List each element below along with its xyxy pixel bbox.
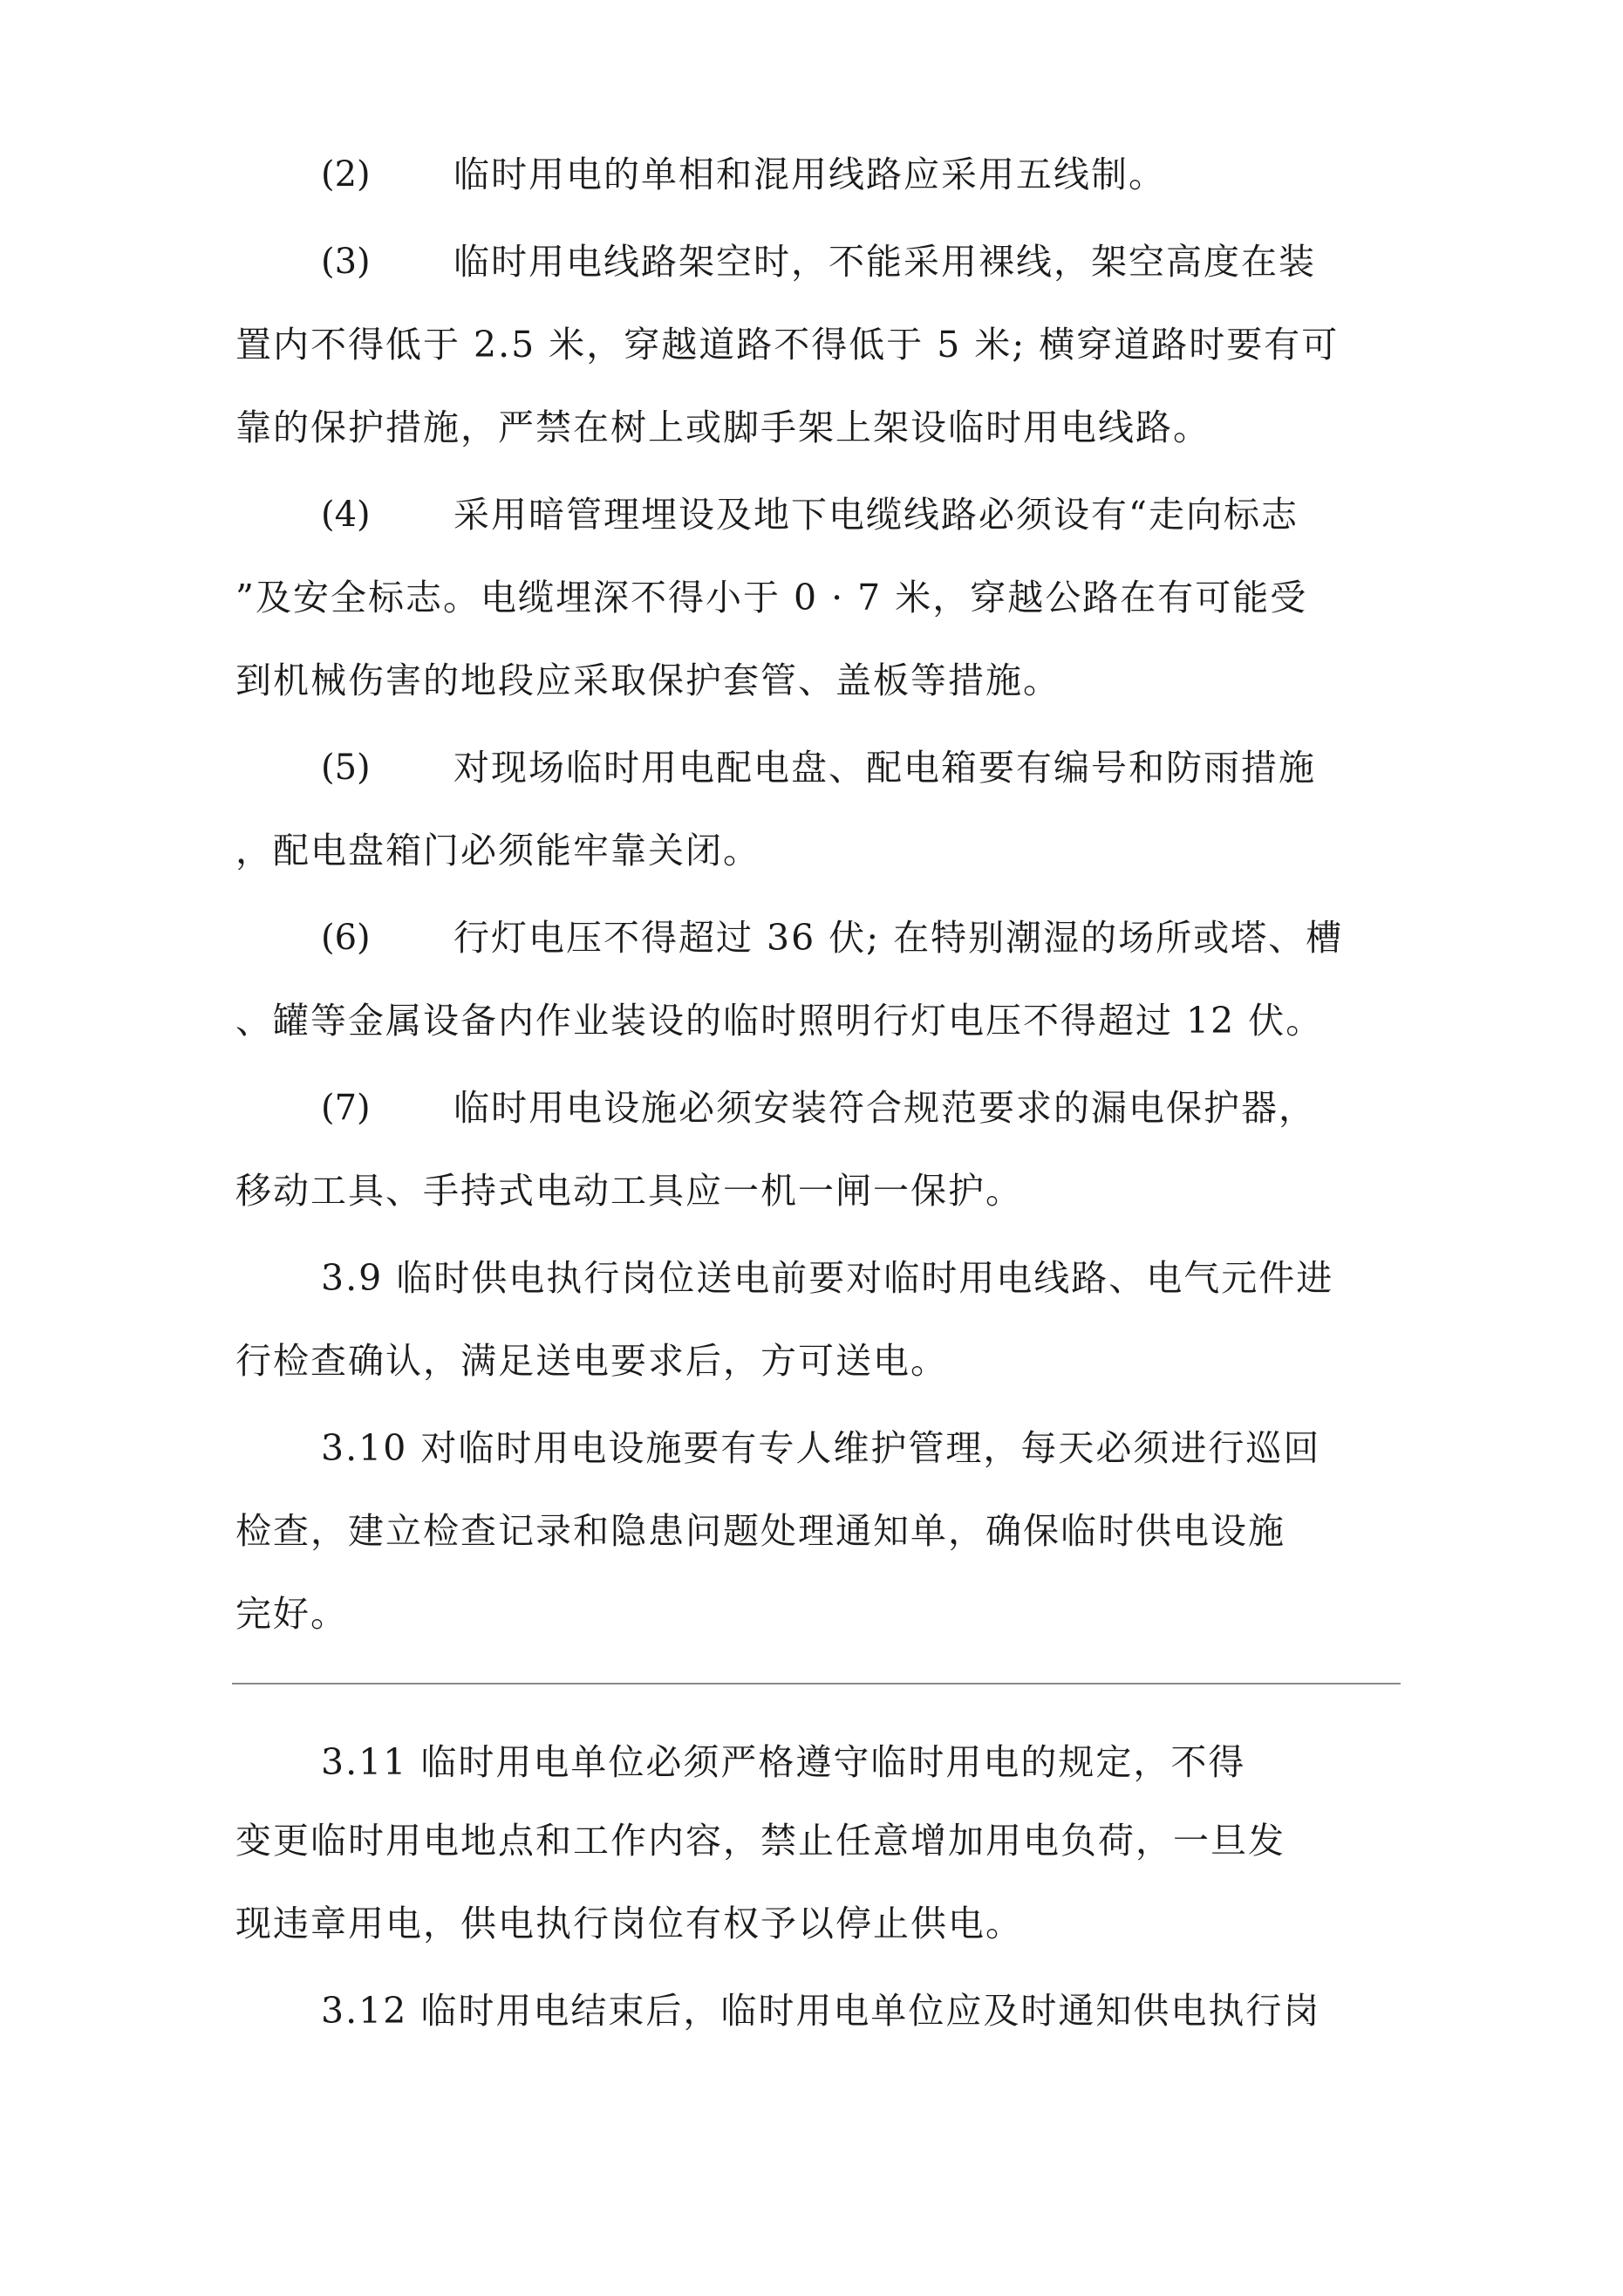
- item-number: (6): [321, 918, 371, 958]
- item-text-line: 、罐等金属设备内作业装设的临时照明行灯电压不得超过 12 伏。: [235, 1000, 1324, 1042]
- section-text-line: 3.9 临时供电执行岗位送电前要对临时用电线路、电气元件进: [321, 1257, 1334, 1299]
- item-text-line: 对现场临时用电配电盘、配电箱要有编号和防雨措施: [453, 747, 1316, 789]
- item-text-line: 到机械伤害的地段应采取保护套管、盖板等措施。: [235, 659, 1060, 701]
- item-number: (2): [321, 154, 371, 195]
- section-text-line: 3.11 临时用电单位必须严格遵守临时用电的规定，不得: [321, 1741, 1246, 1783]
- item-text-line: 采用暗管理埋设及地下电缆线路必须设有“走向标志: [453, 494, 1299, 536]
- item-number: (4): [321, 495, 371, 535]
- item-text-line: 临时用电设施必须安装符合规范要求的漏电保护器，: [453, 1087, 1316, 1129]
- item-text-line: 临时用电的单相和混用线路应采用五线制。: [453, 154, 1166, 195]
- item-number: (7): [321, 1088, 371, 1128]
- item-text-line: ”及安全标志。电缆埋深不得小于 0 · 7 米，穿越公路在有可能受: [235, 577, 1308, 618]
- item-text-line: 靠的保护措施，严禁在树上或脚手架上架设临时用电线路。: [235, 407, 1210, 448]
- item-text-line: 置内不得低于 2.5 米，穿越道路不得低于 5 米; 横穿道路时要有可: [235, 324, 1340, 366]
- section-text-line: 检查，建立检查记录和隐患问题处理通知单，确保临时供电设施: [235, 1510, 1285, 1552]
- item-text-line: ，配电盘箱门必须能牢靠关闭。: [235, 830, 760, 871]
- item-number: (3): [321, 242, 371, 282]
- item-text-line: 行灯电压不得超过 36 伏; 在特别潮湿的场所或塔、槽: [453, 917, 1344, 959]
- section-text-line: 3.12 临时用电结束后，临时用电单位应及时通知供电执行岗: [321, 1990, 1321, 2032]
- section-text-line: 行检查确认，满足送电要求后，方可送电。: [235, 1340, 948, 1382]
- section-text-line: 完好。: [235, 1593, 348, 1635]
- item-number: (5): [321, 748, 371, 788]
- horizontal-divider: [232, 1683, 1401, 1684]
- section-text-line: 3.10 对临时用电设施要有专人维护管理，每天必须进行巡回: [321, 1427, 1321, 1469]
- item-text-line: 临时用电线路架空时，不能采用裸线，架空高度在装: [453, 241, 1316, 283]
- item-text-line: 移动工具、手持式电动工具应一机一闸一保护。: [235, 1170, 1023, 1212]
- section-text-line: 变更临时用电地点和工作内容，禁止任意增加用电负荷，一旦发: [235, 1820, 1285, 1862]
- section-text-line: 现违章用电，供电执行岗位有权予以停止供电。: [235, 1903, 1023, 1944]
